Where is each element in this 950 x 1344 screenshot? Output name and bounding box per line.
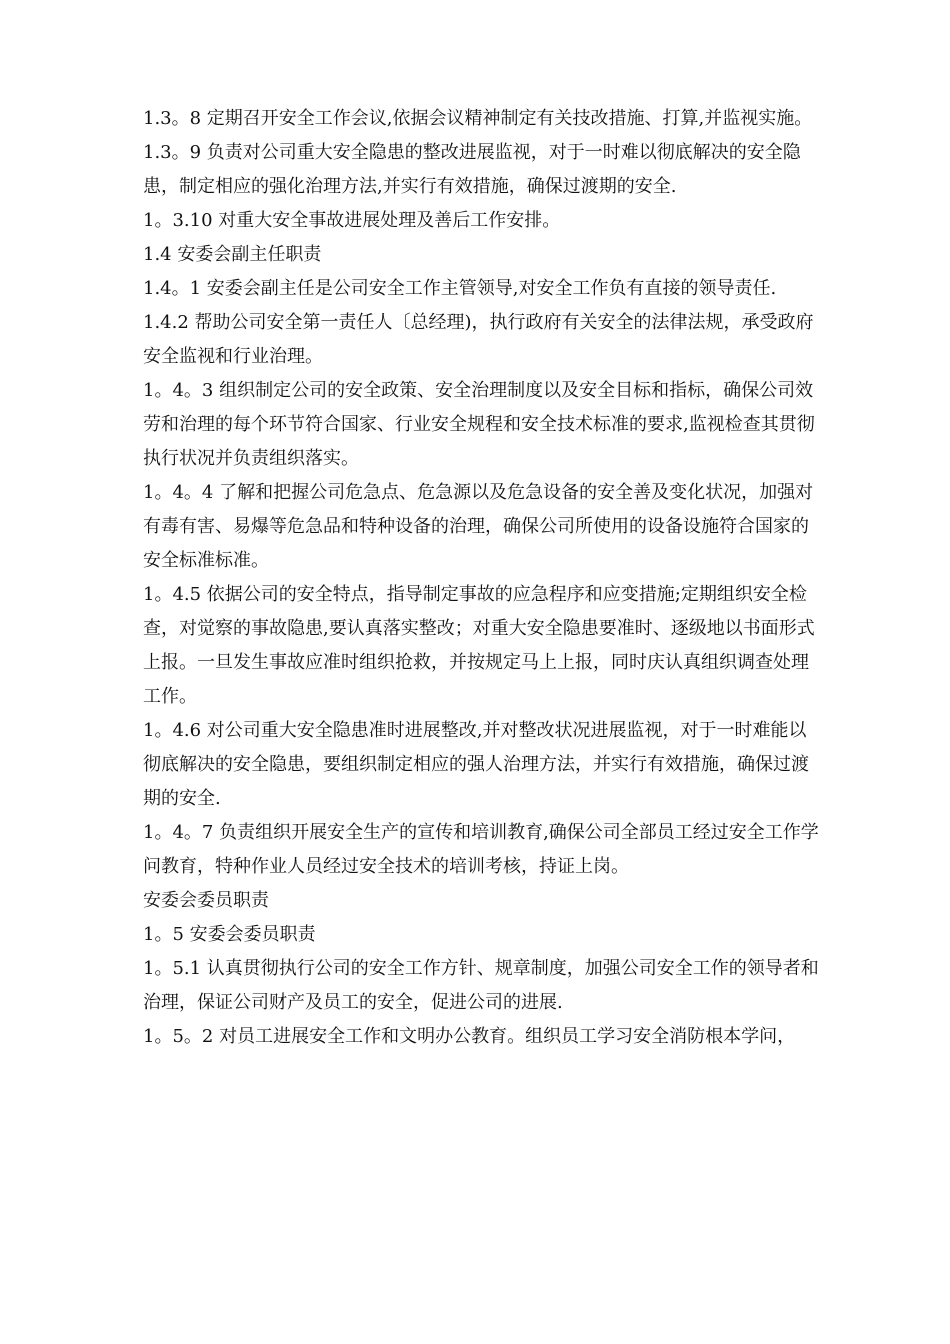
paragraph-1-5-1: 1。5.1 认真贯彻执行公司的安全工作方针、规章制度，加强公司安全工作的领导者和治理，保证公司财产及员工的安全，促进公司的进展. (143, 958, 819, 1013)
paragraph-1-4-7: 1。4。7 负责组织开展安全生产的宣传和培训教育,确保公司全部员工经过安全工作学问教育，特种作业人员经过安全技术的培训考核，持证上岗。 (143, 822, 819, 877)
section-heading-1-4: 1.4 安委会副主任职责 (143, 244, 322, 265)
paragraph-1-3-10: 1。3.10 对重大安全事故进展处理及善后工作安排。 (143, 210, 561, 231)
paragraph-1-4-2: 1.4.2 帮助公司安全第一责任人〔总经理)，执行政府有关安全的法律法规，承受政府安全监视和行业治理。 (143, 312, 814, 367)
paragraph-1-4-6: 1。4.6 对公司重大安全隐患准时进展整改,并对整改状况进展监视，对于一时难能以彻底解决的安全隐患，要组织制定相应的强人治理方法，并实行有效措施，确保过渡期的安全. (143, 720, 809, 809)
paragraph-1-3-9: 1.3。9 负责对公司重大安全隐患的整改进展监视，对于一时难以彻底解决的安全隐患，制定相应的强化治理方法,并实行有效措施，确保过渡期的安全. (143, 142, 801, 197)
paragraph-1-4-5: 1。4.5 依据公司的安全特点，指导制定事故的应急程序和应变措施;定期组织安全检查，对觉察的事故隐患,要认真落实整改；对重大安全隐患要准时、逐级地以书面形式上报。一旦发生事故应准时组织抢救，并按规定马上上报，同时庆认真组织调查处理工作。 (143, 584, 815, 707)
paragraph-1-4-1: 1.4。1 安委会副主任是公司安全工作主管领导,对安全工作负有直接的领导责任. (143, 278, 777, 299)
paragraph-1-4-4: 1。4。4 了解和把握公司危急点、危急源以及危急设备的安全善及变化状况，加强对有毒有害、易爆等危急品和特种设备的治理，确保公司所使用的设备设施符合国家的安全标准标准。 (143, 482, 814, 571)
section-heading-committee-members: 安委会委员职责 (143, 890, 269, 911)
paragraph-1-3-8: 1.3。8 定期召开安全工作会议,依据会议精神制定有关技改措施、打算,并监视实施。 (143, 108, 813, 129)
paragraph-1-5-2: 1。5。2 对员工进展安全工作和文明办公教育。组织员工学习安全消防根本学问， (143, 1026, 796, 1047)
section-heading-1-5: 1。5 安委会委员职责 (143, 924, 316, 945)
paragraph-1-4-3: 1。4。3 组织制定公司的安全政策、安全治理制度以及安全目标和指标，确保公司效劳和治理的每个环节符合国家、行业安全规程和安全技术标准的要求,监视检查其贯彻执行状况并负责组织落实。 (143, 380, 815, 469)
document-body (143, 102, 823, 1054)
